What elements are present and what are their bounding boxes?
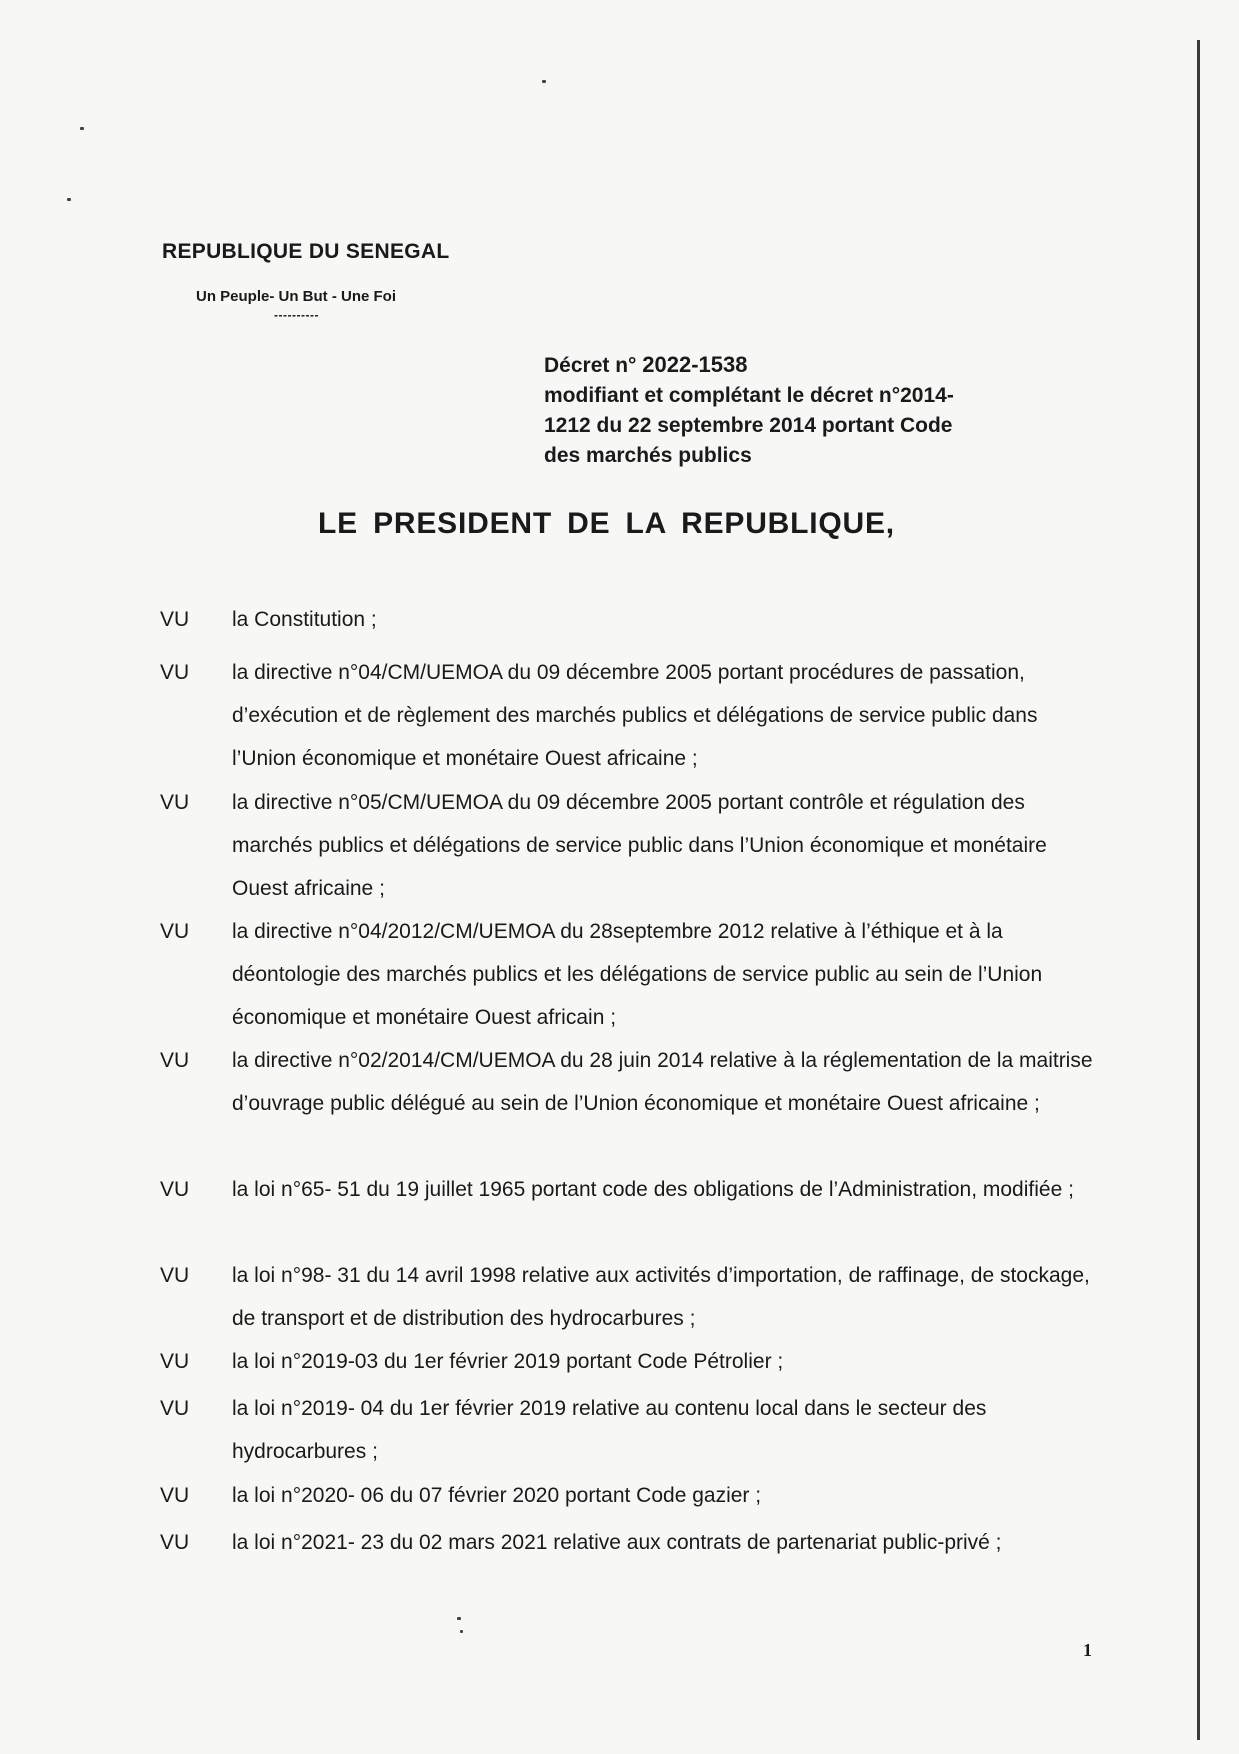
recital-text: la loi n°98- 31 du 14 avril 1998 relative aux activités d’importation, de raffinage, de stockage, de transport et de distribution des hydrocarbures ; <box>232 1264 1090 1330</box>
national-motto: Un Peuple- Un But - Une Foi <box>196 288 396 305</box>
scan-speck <box>80 127 84 130</box>
vu-label: VU <box>160 1531 190 1554</box>
recital-text: la loi n°2019-03 du 1er février 2019 portant Code Pétrolier ; <box>232 1350 784 1373</box>
vu-label: VU <box>160 1484 190 1507</box>
scan-speck <box>67 198 71 201</box>
vu-label: VU <box>160 661 190 684</box>
recital-item <box>160 910 1100 1039</box>
vu-label: VU <box>160 608 190 631</box>
decree-title-line: 1212 du 22 septembre 2014 portant Code <box>544 414 953 437</box>
recital-item <box>160 1039 1100 1125</box>
recital-item <box>160 1474 1100 1517</box>
decree-title-block <box>544 350 1084 471</box>
vu-label: VU <box>160 1264 190 1287</box>
decree-title-line: des marchés publics <box>544 444 752 467</box>
page-number: 1 <box>1083 1640 1092 1660</box>
scan-edge-line <box>1197 40 1200 1740</box>
vu-label: VU <box>160 1397 190 1420</box>
recital-item <box>160 651 1100 780</box>
vu-label: VU <box>160 1350 190 1373</box>
decree-number-label: Décret n° <box>544 354 637 377</box>
recital-text: la loi n°65- 51 du 19 juillet 1965 portant code des obligations de l’Administration, modifiée ; <box>232 1178 1074 1201</box>
country-heading: REPUBLIQUE DU SENEGAL <box>162 240 450 263</box>
recital-item <box>160 1168 1100 1211</box>
scan-speck <box>460 1630 463 1633</box>
recital-item <box>160 598 1100 641</box>
issuing-authority: LE PRESIDENT DE LA REPUBLIQUE, <box>318 507 895 540</box>
scan-speck <box>542 80 546 83</box>
decree-number: 2022-1538 <box>642 352 748 377</box>
recital-item <box>160 1521 1100 1564</box>
vu-label: VU <box>160 1178 190 1201</box>
recital-text: la directive n°04/2012/CM/UEMOA du 28septembre 2012 relative à l’éthique et à la déontologie des marchés publics et les délégations de service public au sein de l’Union économique et monétaire Ouest africain ; <box>232 920 1043 1029</box>
recital-item <box>160 1387 1100 1473</box>
recital-item <box>160 781 1100 910</box>
recital-text: la Constitution ; <box>232 608 377 631</box>
recital-text: la directive n°04/CM/UEMOA du 09 décembre 2005 portant procédures de passation, d’exécution et de règlement des marchés publics et délégations de service public dans l’Union économique et monétaire Ouest africaine ; <box>232 661 1038 770</box>
recital-text: la directive n°05/CM/UEMOA du 09 décembre 2005 portant contrôle et régulation des marchés publics et délégations de service public dans l’Union économique et monétaire Ouest africaine ; <box>232 791 1047 900</box>
decree-number-line <box>544 350 1084 381</box>
recital-text: la directive n°02/2014/CM/UEMOA du 28 juin 2014 relative à la réglementation de la maitrise d’ouvrage public délégué au sein de l’Union économique et monétaire Ouest africaine ; <box>232 1049 1093 1115</box>
recital-item <box>160 1254 1100 1340</box>
decree-title-line: modifiant et complétant le décret n°2014- <box>544 384 954 407</box>
recital-text: la loi n°2019- 04 du 1er février 2019 relative au contenu local dans le secteur des hydrocarbures ; <box>232 1397 987 1463</box>
vu-label: VU <box>160 920 190 943</box>
recital-text: la loi n°2020- 06 du 07 février 2020 portant Code gazier ; <box>232 1484 762 1507</box>
vu-label: VU <box>160 791 190 814</box>
vu-label: VU <box>160 1049 190 1072</box>
motto-separator: ---------- <box>274 308 319 322</box>
recital-item <box>160 1340 1100 1383</box>
recital-text: la loi n°2021- 23 du 02 mars 2021 relative aux contrats de partenariat public-privé ; <box>232 1531 1002 1554</box>
scan-speck <box>457 1617 461 1620</box>
